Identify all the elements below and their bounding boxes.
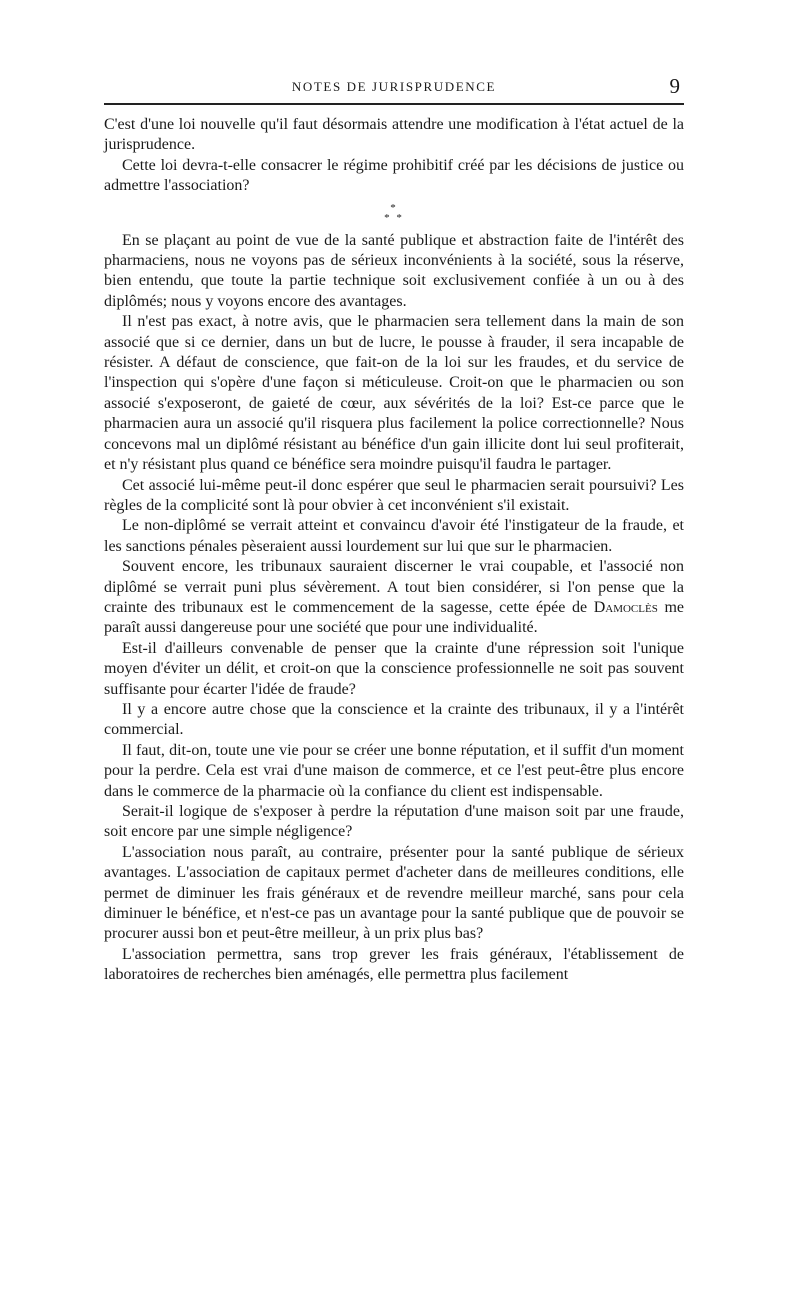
running-title: NOTES DE JURISPRUDENCE <box>291 79 497 94</box>
paragraph: En se plaçant au point de vue de la santé publique et abstraction faite de l'intérêt des pharmaciens, nous ne voyons pas de sérieux inconvénients à la société, sous la réserve, bien entendu, que toute la partie technique soit exclusivement confiée à un ou à des diplômés; nous y voyons encore des avantages. <box>104 231 684 310</box>
paragraph: Il n'est pas exact, à notre avis, que le pharmacien sera tellement dans la main de son associé que si ce dernier, dans un but de lucre, le pousse à frauder, il sera incapable de résister. A défaut de conscience, que fait-on de la loi sur les fraudes, et du service de l'inspection qui s'opère d'une façon si méticuleuse. Croit-on que le pharmacien ou son associé s'exposeront, de gaieté de cœur, aux sévérités de la loi? Est-ce parce que le pharmacien aura un associé qu'il risquera plus facilement la police correctionnelle? Nous concevons mal un diplômé résistant au bénéfice d'un gain illicite dont lui seul profiterait, et n'y résistant plus quand ce bénéfice sera moindre puisqu'il faudra le partager. <box>104 313 684 474</box>
paragraph: L'association nous paraît, au contraire, présenter pour la santé publique de sérieux avantages. L'association de capitaux permet d'acheter dans de meilleures conditions, elle permet de diminuer les frais généraux et de revendre meilleur marché, sans pour cela diminuer le bénéfice, et n'est-ce pas un avantage pour la santé publique que de pouvoir se procurer aussi bon et peut-être meilleur, à un prix plus bas? <box>104 843 684 943</box>
book-page <box>104 76 684 986</box>
paragraph: C'est d'une loi nouvelle qu'il faut désormais attendre une modification à l'état actuel de la jurisprudence. <box>104 116 684 154</box>
paragraph-text: me paraît aussi dangereuse pour une société que pour une individualité. <box>104 598 685 637</box>
paragraph: Cet associé lui-même peut-il donc espérer que seul le pharmacien serait poursuivi? Les règles de la complicité sont là pour obvier à cet inconvénient s'il existait. <box>104 476 684 514</box>
paragraph-text: Souvent encore, les tribunaux sauraient discerner le vrai coupable, et l'associé non diplômé se verrait puni plus sévèrement. A tout bien considérer, si l'on pense que la crainte des tribunaux est le commencement de la sagesse, cette épée de <box>104 558 684 616</box>
page-number: 9 <box>669 74 680 98</box>
paragraph: Il faut, dit-on, toute une vie pour se créer une bonne réputation, et il suffit d'un moment pour la perdre. Cela est vrai d'une maison de commerce, et ce l'est peut-être plus encore dans le commerce de la pharmacie où la confiance du client est indispensable. <box>104 741 684 800</box>
proper-name: Damoclès <box>593 598 658 616</box>
paragraph: Il y a encore autre chose que la conscience et la crainte des tribunaux, il y a l'intérêt commercial. <box>104 700 684 739</box>
paragraph <box>104 557 684 639</box>
asterism-divider <box>104 197 684 231</box>
paragraph: Serait-il logique de s'exposer à perdre la réputation d'une maison soit par une fraude, soit encore par une simple négligence? <box>104 803 684 841</box>
running-header <box>104 76 684 100</box>
paragraph: Est-il d'ailleurs convenable de penser que la crainte d'une répression soit l'unique moyen d'éviter un délit, et croit-on que la conscience professionnelle ne soit pas souvent suffisante pour écarter l'idée de fraude? <box>104 639 684 698</box>
body-text <box>104 115 684 986</box>
asterism-top: * <box>390 201 398 214</box>
paragraph: L'association permettra, sans trop grever les frais généraux, l'établissement de laboratoires de recherches bien aménagés, elle permettra plus facilement <box>104 945 684 984</box>
paragraph: Le non-diplômé se verrait atteint et convaincu d'avoir été l'instigateur de la fraude, et les sanctions pénales pèseraient aussi lourdement sur lui que sur le pharmacien. <box>104 517 684 555</box>
asterism-bottom: * * <box>384 211 404 224</box>
paragraph: Cette loi devra-t-elle consacrer le régime prohibitif créé par les décisions de justice ou admettre l'association? <box>104 156 684 195</box>
header-rule <box>104 103 684 105</box>
